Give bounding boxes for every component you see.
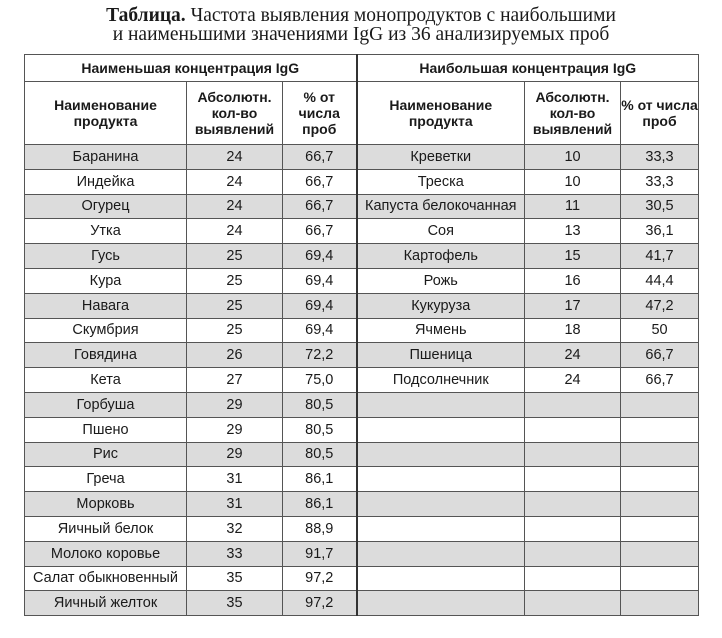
right-pct-cell: 33,3 <box>621 145 699 170</box>
right-name-cell: Картофель <box>357 244 525 269</box>
left-abs-cell: 31 <box>187 492 283 517</box>
table-row <box>25 169 699 194</box>
col-header-pct-left: % от числа проб <box>283 82 357 145</box>
right-pct-cell <box>621 442 699 467</box>
right-pct-cell <box>621 516 699 541</box>
right-pct-cell <box>621 467 699 492</box>
table-row <box>25 145 699 170</box>
right-abs-cell <box>525 392 621 417</box>
left-pct-cell: 97,2 <box>283 566 357 591</box>
group-header-row <box>25 55 699 82</box>
caption-label: Таблица. <box>106 5 186 26</box>
right-abs-cell: 10 <box>525 145 621 170</box>
right-name-cell: Креветки <box>357 145 525 170</box>
right-pct-cell <box>621 492 699 517</box>
table-row <box>25 293 699 318</box>
left-name-cell: Кета <box>25 368 187 393</box>
table-row <box>25 591 699 616</box>
caption-line-1 <box>0 6 722 25</box>
right-abs-cell: 13 <box>525 219 621 244</box>
left-name-cell: Яичный желток <box>25 591 187 616</box>
left-abs-cell: 26 <box>187 343 283 368</box>
left-pct-cell: 86,1 <box>283 492 357 517</box>
right-abs-cell <box>525 442 621 467</box>
right-abs-cell: 16 <box>525 268 621 293</box>
right-abs-cell: 11 <box>525 194 621 219</box>
left-pct-cell: 69,4 <box>283 244 357 269</box>
left-pct-cell: 88,9 <box>283 516 357 541</box>
table-row <box>25 194 699 219</box>
left-pct-cell: 80,5 <box>283 442 357 467</box>
table-row <box>25 417 699 442</box>
left-pct-cell: 66,7 <box>283 169 357 194</box>
right-name-cell: Кукуруза <box>357 293 525 318</box>
right-name-cell: Пшеница <box>357 343 525 368</box>
table-row <box>25 392 699 417</box>
left-pct-cell: 72,2 <box>283 343 357 368</box>
table-row <box>25 442 699 467</box>
right-pct-cell: 44,4 <box>621 268 699 293</box>
right-abs-cell: 15 <box>525 244 621 269</box>
table-row <box>25 368 699 393</box>
col-header-pct-right: % от числа проб <box>621 82 699 145</box>
table-row <box>25 516 699 541</box>
group-header-highest: Наибольшая концентрация IgG <box>357 55 699 82</box>
left-name-cell: Навага <box>25 293 187 318</box>
table-row <box>25 318 699 343</box>
right-pct-cell: 36,1 <box>621 219 699 244</box>
left-name-cell: Скумбрия <box>25 318 187 343</box>
right-pct-cell <box>621 566 699 591</box>
right-name-cell <box>357 566 525 591</box>
left-name-cell: Пшено <box>25 417 187 442</box>
col-header-name-right: Наименование продукта <box>357 82 525 145</box>
left-pct-cell: 97,2 <box>283 591 357 616</box>
right-name-cell <box>357 516 525 541</box>
col-header-name-left: Наименование продукта <box>25 82 187 145</box>
table-row <box>25 541 699 566</box>
right-pct-cell <box>621 591 699 616</box>
right-pct-cell: 33,3 <box>621 169 699 194</box>
table-row <box>25 268 699 293</box>
left-abs-cell: 29 <box>187 442 283 467</box>
right-name-cell <box>357 492 525 517</box>
right-abs-cell <box>525 541 621 566</box>
table-row <box>25 566 699 591</box>
left-name-cell: Индейка <box>25 169 187 194</box>
left-name-cell: Рис <box>25 442 187 467</box>
left-name-cell: Яичный белок <box>25 516 187 541</box>
left-pct-cell: 66,7 <box>283 194 357 219</box>
table-row <box>25 219 699 244</box>
table-row <box>25 343 699 368</box>
table-row <box>25 244 699 269</box>
right-abs-cell: 24 <box>525 368 621 393</box>
right-pct-cell: 66,7 <box>621 368 699 393</box>
right-abs-cell: 17 <box>525 293 621 318</box>
left-pct-cell: 69,4 <box>283 318 357 343</box>
left-abs-cell: 32 <box>187 516 283 541</box>
left-abs-cell: 25 <box>187 293 283 318</box>
right-name-cell: Рожь <box>357 268 525 293</box>
left-abs-cell: 25 <box>187 268 283 293</box>
right-pct-cell: 30,5 <box>621 194 699 219</box>
right-pct-cell <box>621 392 699 417</box>
left-name-cell: Молоко коровье <box>25 541 187 566</box>
right-pct-cell: 41,7 <box>621 244 699 269</box>
column-header-row <box>25 82 699 145</box>
col-header-abs-left: Абсолютн. кол-во выявлений <box>187 82 283 145</box>
table-caption <box>0 6 722 44</box>
right-abs-cell <box>525 516 621 541</box>
left-abs-cell: 24 <box>187 194 283 219</box>
right-pct-cell: 66,7 <box>621 343 699 368</box>
left-abs-cell: 33 <box>187 541 283 566</box>
left-abs-cell: 29 <box>187 417 283 442</box>
left-pct-cell: 69,4 <box>283 293 357 318</box>
left-pct-cell: 75,0 <box>283 368 357 393</box>
right-name-cell: Подсолнечник <box>357 368 525 393</box>
left-abs-cell: 27 <box>187 368 283 393</box>
right-abs-cell <box>525 566 621 591</box>
left-abs-cell: 35 <box>187 591 283 616</box>
left-abs-cell: 24 <box>187 169 283 194</box>
right-pct-cell: 50 <box>621 318 699 343</box>
caption-line-2: и наименьшими значениями IgG из 36 анализируемых проб <box>112 24 610 45</box>
right-pct-cell <box>621 541 699 566</box>
left-pct-cell: 80,5 <box>283 392 357 417</box>
right-name-cell <box>357 442 525 467</box>
left-abs-cell: 35 <box>187 566 283 591</box>
table-row <box>25 467 699 492</box>
right-abs-cell <box>525 417 621 442</box>
right-abs-cell <box>525 591 621 616</box>
table-row <box>25 492 699 517</box>
group-header-lowest: Наименьшая концентрация IgG <box>25 55 357 82</box>
right-name-cell: Ячмень <box>357 318 525 343</box>
left-abs-cell: 25 <box>187 244 283 269</box>
table-body <box>25 145 699 616</box>
left-abs-cell: 24 <box>187 219 283 244</box>
right-name-cell: Капуста белокочанная <box>357 194 525 219</box>
left-pct-cell: 80,5 <box>283 417 357 442</box>
igg-frequency-table <box>24 54 699 616</box>
right-abs-cell <box>525 467 621 492</box>
left-name-cell: Кура <box>25 268 187 293</box>
right-pct-cell <box>621 417 699 442</box>
right-abs-cell <box>525 492 621 517</box>
left-name-cell: Огурец <box>25 194 187 219</box>
left-pct-cell: 66,7 <box>283 145 357 170</box>
col-header-abs-right: Абсолютн. кол-во выявлений <box>525 82 621 145</box>
left-pct-cell: 86,1 <box>283 467 357 492</box>
left-name-cell: Морковь <box>25 492 187 517</box>
right-abs-cell: 18 <box>525 318 621 343</box>
left-name-cell: Салат обыкновенный <box>25 566 187 591</box>
left-abs-cell: 24 <box>187 145 283 170</box>
right-abs-cell: 10 <box>525 169 621 194</box>
left-name-cell: Горбуша <box>25 392 187 417</box>
left-pct-cell: 91,7 <box>283 541 357 566</box>
right-name-cell: Соя <box>357 219 525 244</box>
right-abs-cell: 24 <box>525 343 621 368</box>
left-pct-cell: 69,4 <box>283 268 357 293</box>
caption-line-1-text: Частота выявления монопродуктов с наибольшими <box>190 5 616 26</box>
left-abs-cell: 31 <box>187 467 283 492</box>
left-name-cell: Греча <box>25 467 187 492</box>
left-pct-cell: 66,7 <box>283 219 357 244</box>
right-name-cell <box>357 541 525 566</box>
right-name-cell <box>357 591 525 616</box>
left-name-cell: Гусь <box>25 244 187 269</box>
left-abs-cell: 25 <box>187 318 283 343</box>
left-abs-cell: 29 <box>187 392 283 417</box>
right-name-cell <box>357 467 525 492</box>
left-name-cell: Говядина <box>25 343 187 368</box>
right-name-cell <box>357 417 525 442</box>
right-name-cell <box>357 392 525 417</box>
right-name-cell: Треска <box>357 169 525 194</box>
right-pct-cell: 47,2 <box>621 293 699 318</box>
left-name-cell: Утка <box>25 219 187 244</box>
left-name-cell: Баранина <box>25 145 187 170</box>
